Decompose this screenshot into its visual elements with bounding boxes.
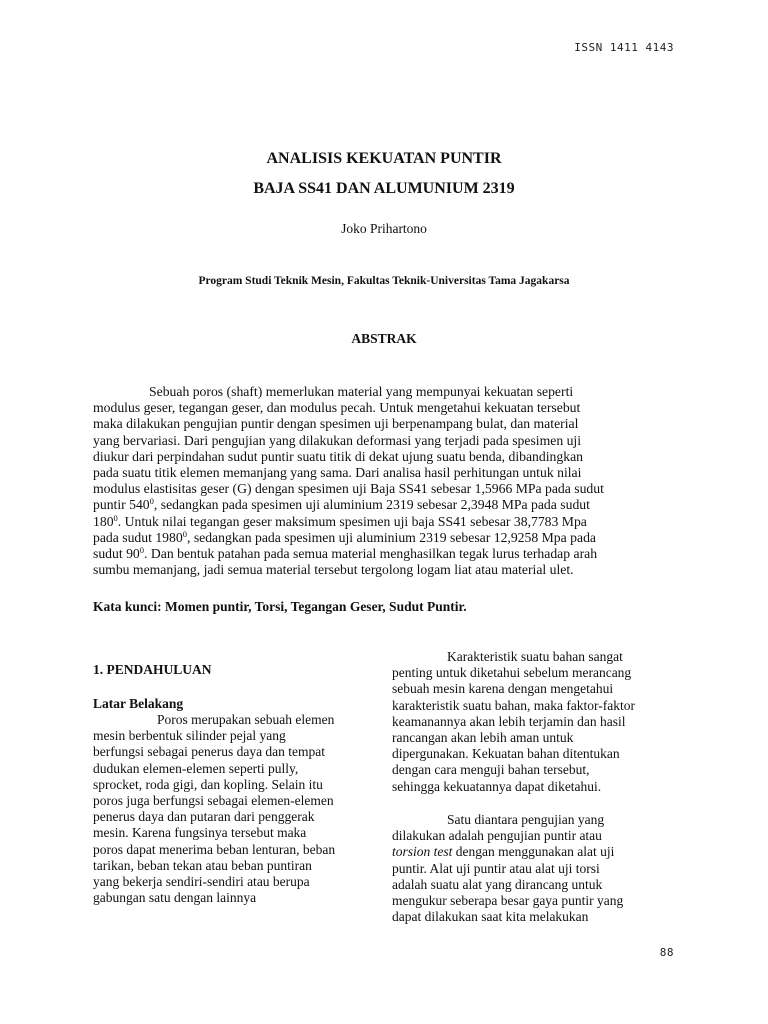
abstract-line: pada suatu titik elemen memanjang yang sama. Dari analisa hasil perhitungan untuk nilai — [93, 465, 582, 481]
paragraph-line: Karakteristik suatu bahan sangat — [447, 649, 623, 664]
paragraph-line: sehingga kekuatannya dapat diketahui. — [392, 778, 602, 794]
torsion-test-term: torsion test — [392, 844, 453, 860]
paragraph-line: Satu diantara pengujian yang — [447, 812, 605, 827]
paragraph-line: penting untuk diketahui sebelum merancang — [392, 665, 632, 681]
abstract-body — [93, 384, 677, 578]
paragraph-line: tarikan, beban tekan atau beban puntiran — [93, 857, 312, 873]
paragraph-line: Poros merupakan sebuah elemen — [157, 712, 335, 727]
paragraph-line: mengukur seberapa besar gaya puntir yang — [392, 893, 624, 909]
paragraph-line: dudukan elemen-elemen seperti pully, — [93, 760, 299, 776]
abstract-line: sudut $90^0$. Dan bentuk patahan pada semua material menghasilkan tegak lurus terhadap arah — [93, 545, 598, 562]
abstract-line: Sebuah poros (shaft) memerlukan material yang mempunyai kekuatan seperti — [149, 384, 574, 399]
paragraph-line: adalah suatu alat yang dirancang untuk — [392, 876, 603, 892]
section-heading: 1. PENDAHULUAN — [93, 662, 212, 677]
paragraph-line: keamanannya akan lebih terjamin dan hasil — [392, 713, 626, 729]
paragraph-line: sprocket, roda gigi, dan kopling. Selain itu — [93, 776, 323, 792]
paragraph-line: torsion test dengan menggunakan alat uji — [392, 844, 615, 860]
issn-label: ISSN 1411 4143 — [574, 41, 674, 54]
left-column-paragraph — [93, 712, 375, 906]
paragraph-line: puntir. Alat uji puntir atau alat uji torsi — [392, 860, 600, 876]
abstract-line: puntir $540^0$, sedangkan pada spesimen uji aluminium 2319 sebesar 2,3948 MPa pada sudut — [93, 496, 590, 513]
abstract-line: modulus geser, tegangan geser, dan modulus pecah. Untuk mengetahui kekuatan tersebut — [93, 400, 581, 416]
subsection-heading: Latar Belakang — [93, 696, 184, 711]
paper-title-line-1: ANALISIS KEKUATAN PUNTIR — [266, 150, 502, 167]
abstract-line: $180^0$. Untuk nilai tegangan geser maksimum spesimen uji baja SS41 sebesar 38,7783 Mpa — [93, 512, 587, 529]
abstract-line: sumbu memanjang, jadi semua material tersebut tergolong logam liat atau material ulet. — [93, 562, 574, 578]
abstract-heading: ABSTRAK — [351, 331, 417, 346]
paragraph-line: mesin berbentuk silinder pejal yang — [93, 728, 286, 744]
paragraph-line: poros juga berfungsi sebagai elemen-elemen — [93, 793, 334, 809]
abstract-line: maka dilakukan pengujian puntir dengan spesimen uji berpenampang bulat, dan material — [93, 416, 579, 432]
paragraph-line: poros dapat menerima beban lenturan, beban — [93, 841, 336, 857]
paragraph-line: sebuah mesin karena dengan mengetahui — [392, 681, 614, 697]
right-column-paragraph-1 — [392, 649, 682, 795]
paragraph-line: berfungsi sebagai penerus daya dan tempat — [93, 744, 326, 760]
paragraph-line: mesin. Karena fungsinya tersebut maka — [93, 825, 307, 841]
author-name: Joko Prihartono — [341, 221, 427, 236]
paragraph-line: dipergunakan. Kekuatan bahan ditentukan — [392, 746, 620, 762]
paragraph-line: dengan cara menguji bahan tersebut, — [392, 762, 590, 778]
keywords: Kata kunci: Momen puntir, Torsi, Tegangan Geser, Sudut Puntir. — [93, 599, 467, 614]
paragraph-line: dilakukan adalah pengujian puntir atau — [392, 828, 602, 844]
paragraph-line: karakteristik suatu bahan, maka faktor-faktor — [392, 697, 636, 713]
paragraph-line: rancangan akan lebih aman untuk — [392, 730, 574, 746]
paragraph-line: penerus daya dan putaran dari penggerak — [93, 809, 315, 825]
paper-title-line-2: BAJA SS41 DAN ALUMUNIUM 2319 — [253, 180, 515, 197]
abstract-line: modulus elastisitas geser (G) dengan spesimen uji Baja SS41 sebesar 1,5966 MPa pada sudut — [93, 481, 604, 497]
paragraph-line: dapat dilakukan saat kita melakukan — [392, 909, 589, 925]
abstract-line: diukur dari perpindahan sudut puntir suatu titik di dekat ujung suatu benda, dibandingkan — [93, 448, 583, 464]
right-column-paragraph-2 — [392, 812, 682, 925]
page-number: 88 — [659, 946, 674, 959]
abstract-line: pada sudut 1980$^0$, sedangkan pada spesimen uji aluminium 2319 sebesar 12,9258 Mpa pada — [93, 528, 596, 545]
author-affiliation: Program Studi Teknik Mesin, Fakultas Teknik-Universitas Tama Jagakarsa — [198, 275, 570, 287]
paragraph-line: gabungan satu dengan lainnya — [93, 890, 257, 906]
paragraph-line: yang bekerja sendiri-sendiri atau berupa — [93, 874, 310, 890]
abstract-line: yang bervariasi. Dari pengujian yang dilakukan deformasi yang terjadi pada spesimen uji — [93, 432, 582, 448]
